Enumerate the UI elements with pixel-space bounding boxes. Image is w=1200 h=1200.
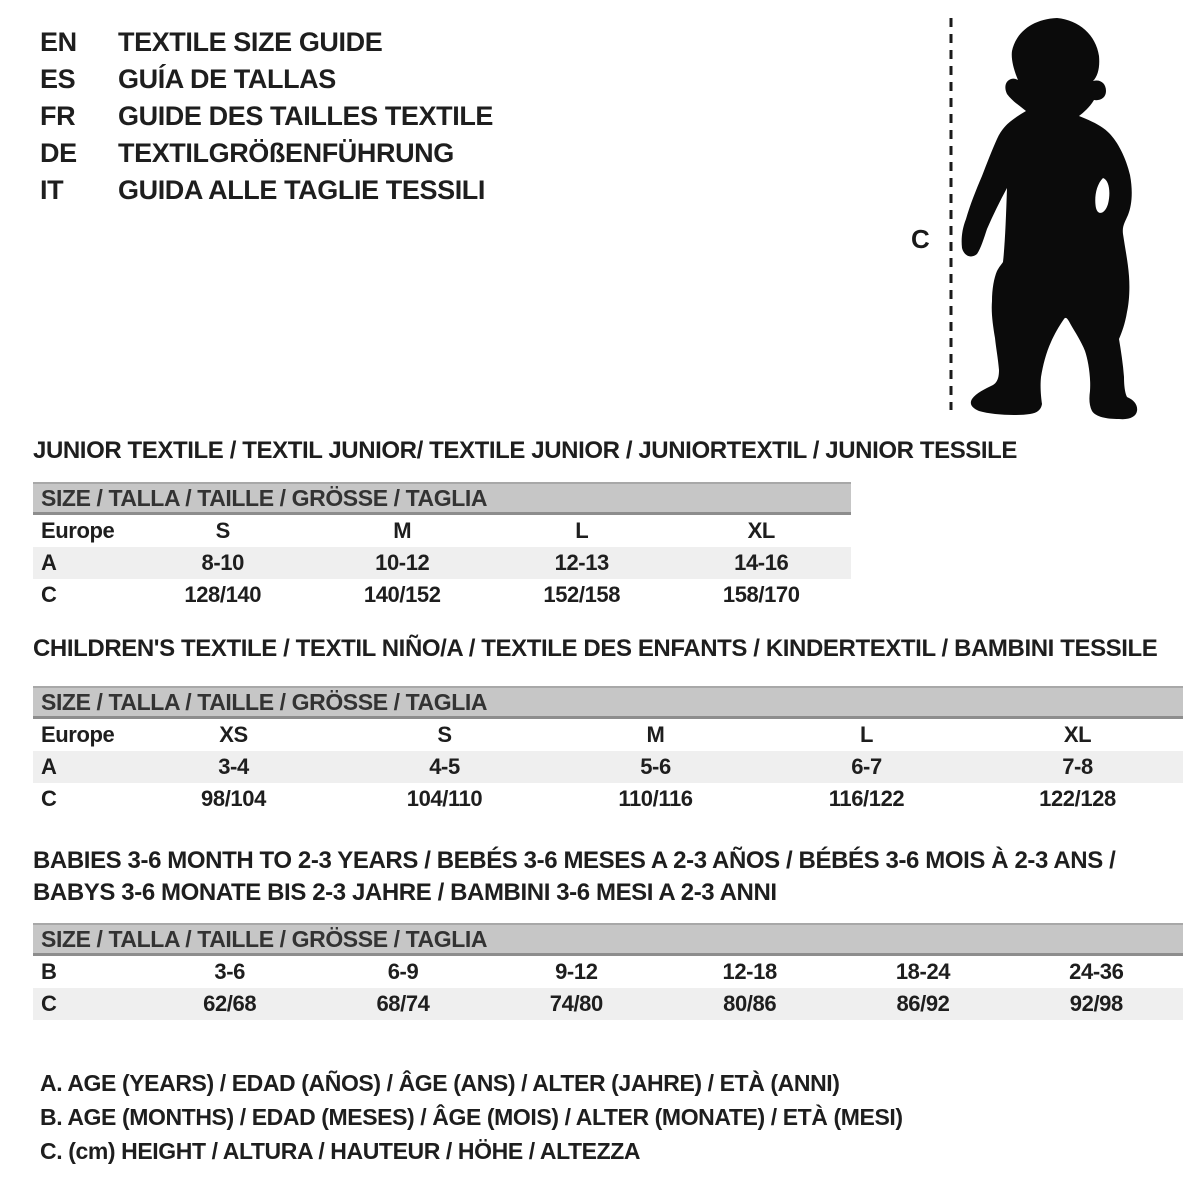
value-cell: 68/74 bbox=[376, 991, 430, 1016]
table-row-height bbox=[33, 783, 1183, 815]
height-figure bbox=[895, 8, 1155, 428]
size-header-bar: SIZE / TALLA / TAILLE / GRÖSSE / TAGLIA bbox=[33, 482, 851, 515]
size-cell: L bbox=[859, 722, 874, 747]
toddler-silhouette-icon bbox=[962, 18, 1138, 419]
value-cell: 24-36 bbox=[1069, 959, 1124, 984]
value-cell: 152/158 bbox=[543, 582, 621, 607]
value-cell: 74/80 bbox=[549, 991, 603, 1016]
legend bbox=[40, 1066, 903, 1168]
guide-title-it: GUIDA ALLE TAGLIE TESSILI bbox=[118, 175, 485, 205]
value-cell: 18-24 bbox=[895, 959, 951, 984]
language-row bbox=[40, 135, 493, 172]
value-cell: 122/128 bbox=[1039, 786, 1116, 811]
height-label-c: C bbox=[911, 224, 930, 254]
value-cell: 7-8 bbox=[1062, 754, 1093, 779]
section-junior-textile bbox=[33, 437, 1018, 611]
size-header-bar: SIZE / TALLA / TAILLE / GRÖSSE / TAGLIA bbox=[33, 686, 1183, 719]
value-cell: 104/110 bbox=[406, 786, 483, 811]
value-cell: 5-6 bbox=[640, 754, 671, 779]
language-row bbox=[40, 98, 493, 135]
language-code: IT bbox=[40, 175, 64, 205]
row-label: B bbox=[41, 959, 57, 984]
guide-title-de: TEXTILGRÖßENFÜHRUNG bbox=[118, 138, 454, 168]
value-cell: 86/92 bbox=[896, 991, 950, 1016]
language-row bbox=[40, 172, 493, 209]
value-cell: 8-10 bbox=[201, 550, 244, 575]
guide-title-en: TEXTILE SIZE GUIDE bbox=[118, 27, 383, 57]
value-cell: 12-13 bbox=[554, 550, 609, 575]
value-cell: 98/104 bbox=[201, 786, 266, 811]
value-cell: 158/170 bbox=[722, 582, 800, 607]
size-cell: M bbox=[393, 518, 412, 543]
size-cell: L bbox=[575, 518, 589, 543]
value-cell: 3-6 bbox=[214, 959, 245, 984]
table-row-height bbox=[33, 988, 1183, 1020]
size-cell: S bbox=[215, 518, 230, 543]
section-title-line2: BABYS 3-6 MONATE BIS 2-3 JAHRE / BAMBINI 3-6 MESI A 2-3 ANNI bbox=[33, 879, 777, 906]
size-cell: M bbox=[646, 722, 665, 747]
legend-line-height-cm: C. (cm) HEIGHT / ALTURA / HAUTEUR / HÖHE / ALTEZZA bbox=[40, 1138, 641, 1164]
table-row-age-months bbox=[33, 956, 1183, 988]
language-code: FR bbox=[40, 101, 76, 131]
legend-line-age-months: B. AGE (MONTHS) / EDAD (MESES) / ÂGE (MOIS) / ALTER (MONATE) / ETÀ (MESI) bbox=[40, 1104, 903, 1130]
value-cell: 6-7 bbox=[851, 754, 882, 779]
table-row-height bbox=[33, 579, 851, 611]
section-title bbox=[33, 845, 1183, 909]
language-row bbox=[40, 61, 493, 98]
row-label: Europe bbox=[41, 518, 115, 543]
value-cell: 10-12 bbox=[375, 550, 430, 575]
section-title: CHILDREN'S TEXTILE / TEXTIL NIÑO/A / TEXTILE DES ENFANTS / KINDERTEXTIL / BAMBINI TESSILE bbox=[33, 635, 1158, 662]
row-label: A bbox=[41, 550, 57, 575]
row-label: C bbox=[41, 582, 57, 607]
row-label: A bbox=[41, 754, 57, 779]
value-cell: 92/98 bbox=[1069, 991, 1123, 1016]
value-cell: 6-9 bbox=[387, 959, 419, 984]
language-code: ES bbox=[40, 64, 76, 94]
language-row bbox=[40, 24, 493, 61]
section-babies-textile bbox=[33, 845, 1183, 1020]
value-cell: 62/68 bbox=[203, 991, 257, 1016]
table-row-age bbox=[33, 751, 1183, 783]
row-label: C bbox=[41, 991, 57, 1016]
value-cell: 110/116 bbox=[618, 786, 693, 811]
value-cell: 116/122 bbox=[828, 786, 905, 811]
language-code: EN bbox=[40, 27, 77, 57]
table-row-sizes bbox=[33, 719, 1183, 751]
section-childrens-textile bbox=[33, 636, 1183, 815]
value-cell: 3-4 bbox=[218, 754, 249, 779]
guide-title-es: GUÍA DE TALLAS bbox=[118, 64, 336, 94]
value-cell: 140/152 bbox=[363, 582, 441, 607]
size-header-bar: SIZE / TALLA / TAILLE / GRÖSSE / TAGLIA bbox=[33, 923, 1183, 956]
row-label: C bbox=[41, 786, 57, 811]
value-cell: 4-5 bbox=[429, 754, 460, 779]
value-cell: 128/140 bbox=[184, 582, 262, 607]
guide-title-fr: GUIDE DES TAILLES TEXTILE bbox=[118, 101, 494, 131]
table-row-sizes bbox=[33, 515, 851, 547]
value-cell: 12-18 bbox=[722, 959, 777, 984]
table-row-age bbox=[33, 547, 851, 579]
section-title-line1: BABIES 3-6 MONTH TO 2-3 YEARS / BEBÉS 3-6 MESES A 2-3 AÑOS / BÉBÉS 3-6 MOIS À 2-3 ANS / bbox=[33, 847, 1116, 874]
row-label: Europe bbox=[41, 722, 115, 747]
language-title-list bbox=[40, 24, 493, 209]
value-cell: 14-16 bbox=[734, 550, 789, 575]
value-cell: 9-12 bbox=[555, 959, 598, 984]
size-cell: XS bbox=[219, 722, 248, 747]
language-code: DE bbox=[40, 138, 77, 168]
size-cell: S bbox=[437, 722, 452, 747]
section-title: JUNIOR TEXTILE / TEXTIL JUNIOR/ TEXTILE JUNIOR / JUNIORTEXTIL / JUNIOR TESSILE bbox=[33, 437, 1018, 464]
value-cell: 80/86 bbox=[723, 991, 777, 1016]
size-cell: XL bbox=[1063, 722, 1092, 747]
size-cell: XL bbox=[747, 518, 775, 543]
legend-line-age-years: A. AGE (YEARS) / EDAD (AÑOS) / ÂGE (ANS) / ALTER (JAHRE) / ETÀ (ANNI) bbox=[40, 1070, 840, 1096]
